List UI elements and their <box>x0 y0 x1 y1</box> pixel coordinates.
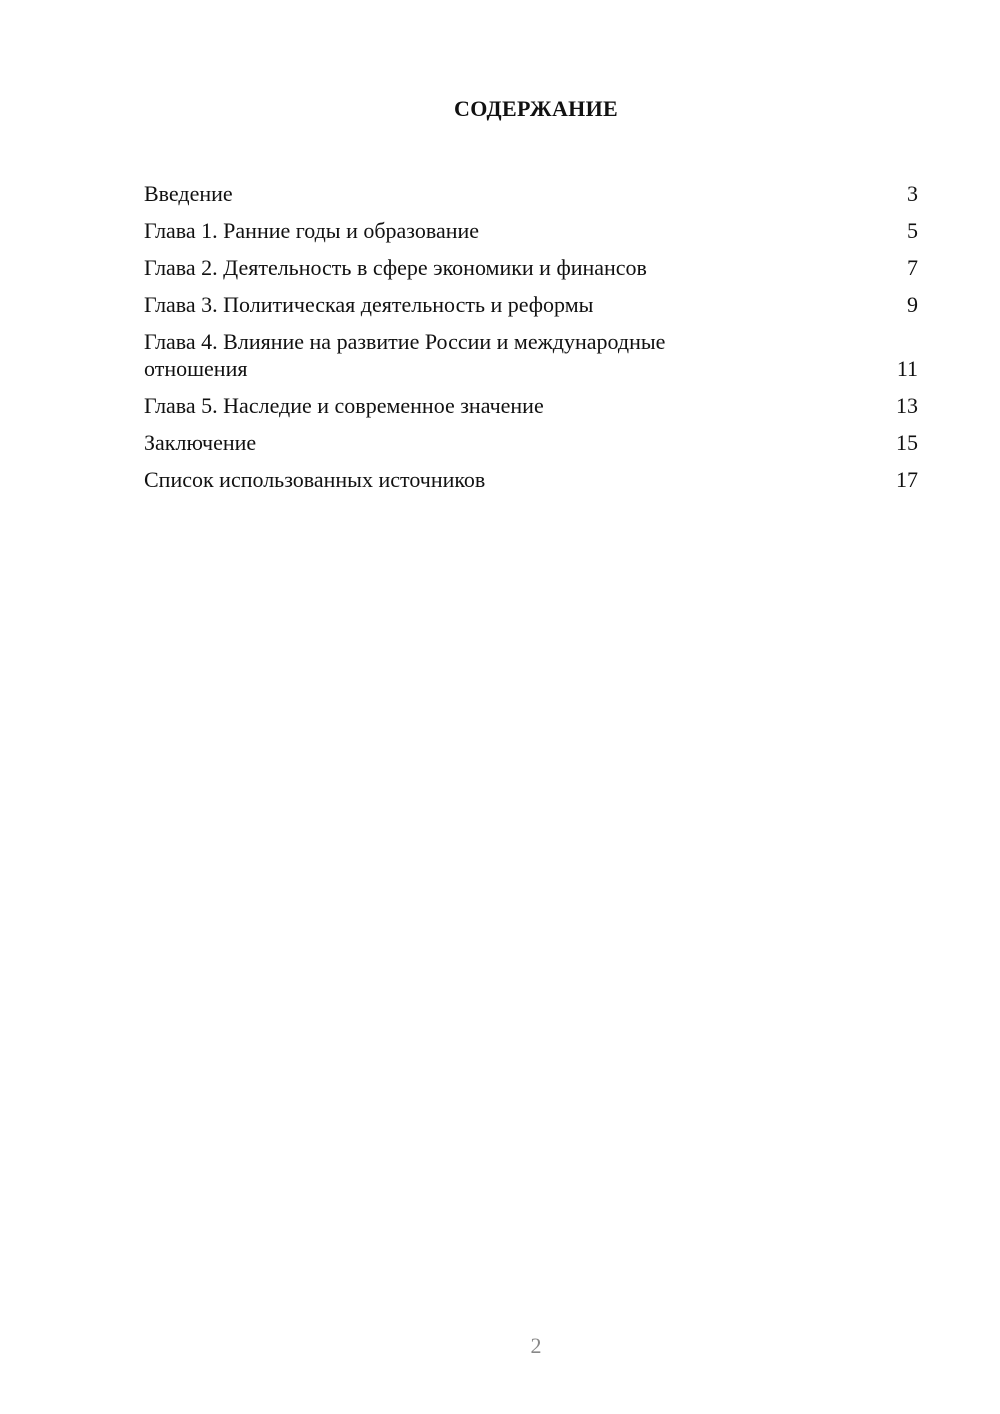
toc-entry-page: 17 <box>896 467 918 492</box>
toc-entry-label: Глава 2. Деятельность в сфере экономики и финансов <box>144 255 647 280</box>
toc-entry-page: 5 <box>907 218 918 243</box>
page-number: 2 <box>530 1333 542 1358</box>
toc-entry-page: 3 <box>907 181 918 206</box>
toc-entry-introduction[interactable] <box>144 170 918 207</box>
toc-entry-chapter-3[interactable] <box>144 281 918 318</box>
table-of-contents <box>144 170 918 493</box>
toc-entry-page: 11 <box>896 356 918 381</box>
toc-entry-label: Глава 1. Ранние годы и образование <box>144 218 480 243</box>
toc-entry-label: Введение <box>144 181 233 206</box>
toc-entry-page: 9 <box>907 292 918 317</box>
toc-entry-label: Заключение <box>144 430 257 455</box>
toc-entry-label: Глава 4. Влияние на развитие России и международные отношения <box>144 329 666 381</box>
toc-entry-page: 15 <box>896 430 918 455</box>
toc-entry-label: Список использованных источников <box>144 467 486 492</box>
toc-entry-page: 13 <box>896 393 918 418</box>
toc-entry-label: Глава 3. Политическая деятельность и реформы <box>144 292 594 317</box>
toc-entry-chapter-1[interactable] <box>144 207 918 244</box>
toc-entry-chapter-2[interactable] <box>144 244 918 281</box>
toc-entry-references[interactable] <box>144 456 918 493</box>
toc-entry-chapter-4[interactable] <box>144 318 918 382</box>
toc-entry-chapter-5[interactable] <box>144 382 918 419</box>
toc-entry-page: 7 <box>907 255 918 280</box>
toc-entry-label: Глава 5. Наследие и современное значение <box>144 393 544 418</box>
toc-entry-conclusion[interactable] <box>144 419 918 456</box>
page-title: СОДЕРЖАНИЕ <box>454 96 618 121</box>
